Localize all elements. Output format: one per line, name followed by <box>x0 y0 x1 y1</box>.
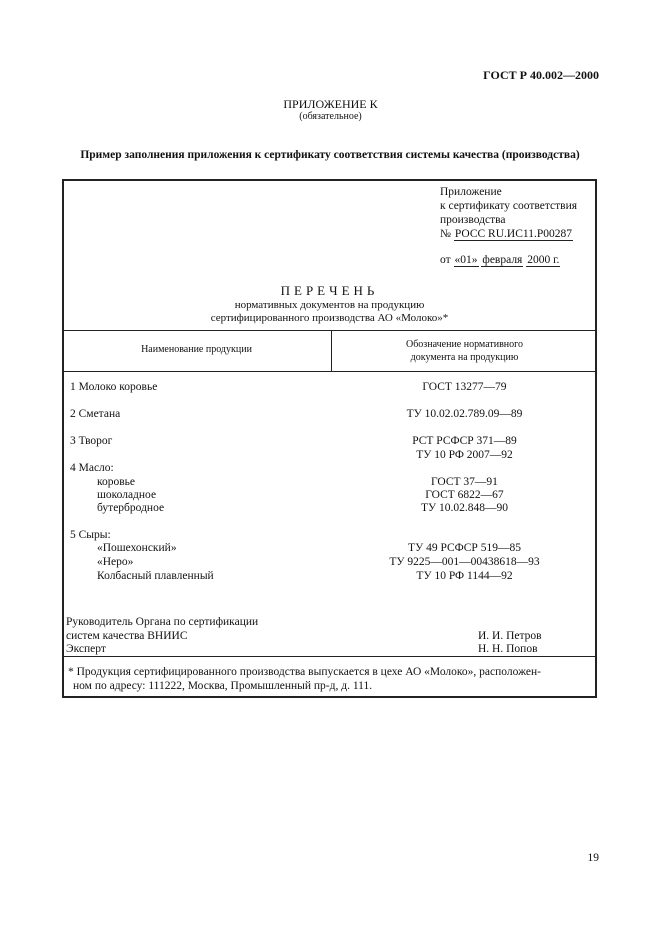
list-subtitle-2: сертифицированного производства АО «Молоко»* <box>210 312 449 324</box>
signature-expert-label: Эксперт <box>66 643 106 655</box>
attachment-line2: к сертификату соответствия <box>440 200 578 212</box>
footnote-rule <box>62 656 597 657</box>
table-row-doc: ТУ 49 РСФСР 519—85 <box>408 542 521 554</box>
table-row-name: 2 Сметана <box>70 408 121 420</box>
table-row-name: шоколадное <box>97 489 157 501</box>
column-header-document-line2: документа на продукцию <box>410 351 519 363</box>
table-row-name: 4 Масло: <box>70 462 114 474</box>
table-row-doc: ГОСТ 6822—67 <box>425 489 504 501</box>
appendix-caption: Пример заполнения приложения к сертификату соответствия системы качества (производства) <box>80 149 580 161</box>
column-header-document-line1: Обозначение нормативного <box>405 339 524 350</box>
appendix-status: (обязательное) <box>299 111 362 122</box>
table-row-name: 5 Сыры: <box>70 529 111 541</box>
table-row-doc: РСТ РСФСР 371—89 <box>412 435 517 447</box>
certificate-number: РОСС RU.ИС11.Р00287 <box>454 228 572 240</box>
table-row-doc: ТУ 10.02.848—90 <box>420 502 509 514</box>
certificate-number-line <box>440 227 577 241</box>
table-row-doc: ГОСТ 13277—79 <box>422 381 507 393</box>
column-header-product: Наименование продукции <box>141 344 252 355</box>
date-line <box>440 253 577 267</box>
table-row-name: 1 Молоко коровье <box>70 381 158 393</box>
standard-header: ГОСТ Р 40.002—2000 <box>483 68 599 82</box>
date-day: «01» <box>454 254 478 266</box>
signature-head-line1: Руководитель Органа по сертификации <box>66 616 259 628</box>
table-row-doc: ТУ 10.02.02.789.09—89 <box>406 408 523 420</box>
table-header-bottom-rule <box>62 371 597 372</box>
table-row-name: «Неро» <box>97 556 134 568</box>
attachment-line1: Приложение <box>440 186 502 198</box>
footnote-line2: ном по адресу: 111222, Москва, Промышленный пр-д, д. 111. <box>73 680 373 692</box>
attachment-line3: производства <box>440 214 506 226</box>
table-row-name: коровье <box>97 476 136 488</box>
table-row-name: бутербродное <box>97 502 165 514</box>
table-row-doc: ТУ 10 РФ 1144—92 <box>416 570 513 582</box>
signature-head-line2: систем качества ВНИИС <box>66 630 188 642</box>
signature-expert-name: Н. Н. Попов <box>478 643 538 655</box>
date-year: 2000 г. <box>527 254 560 266</box>
table-header-top-rule <box>62 330 597 331</box>
column-header-document <box>332 339 597 364</box>
list-title: ПЕРЕЧЕНЬ <box>280 283 379 298</box>
list-subtitle-1: нормативных документов на продукцию <box>234 299 425 311</box>
number-prefix: № <box>440 228 451 240</box>
table-row-doc: ТУ 10 РФ 2007—92 <box>416 449 513 461</box>
signature-head-name: И. И. Петров <box>478 630 542 642</box>
footnote-line1: * Продукция сертифицированного производства выпускается в цехе АО «Молоко», расположен- <box>68 666 541 678</box>
table-row-name: Колбасный плавленный <box>97 570 214 582</box>
table-row-doc: ГОСТ 37—91 <box>431 476 498 488</box>
date-prefix: от <box>440 254 451 266</box>
table-row-doc: ТУ 9225—001—00438618—93 <box>389 556 540 568</box>
attachment-block <box>440 185 577 267</box>
appendix-title: ПРИЛОЖЕНИЕ К <box>283 97 378 111</box>
table-row-name: 3 Творог <box>70 435 113 447</box>
table-row-name: «Пошехонский» <box>97 542 177 554</box>
page-number: 19 <box>587 852 599 864</box>
date-month: февраля <box>482 254 523 266</box>
footnote <box>68 665 593 693</box>
